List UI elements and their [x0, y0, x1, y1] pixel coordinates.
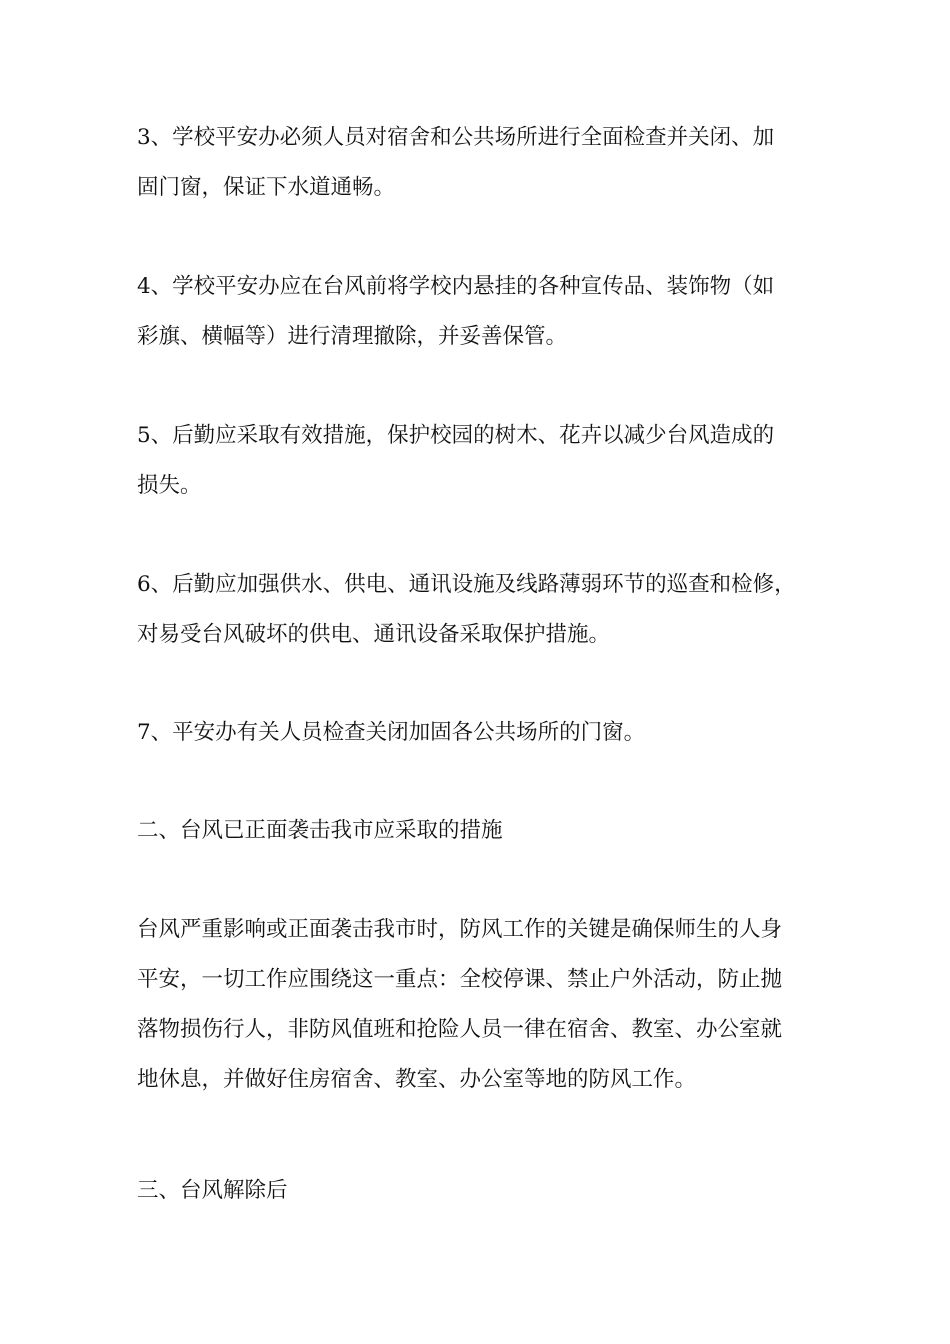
text-line: 地休息，并做好住房宿舍、教室、办公室等地的防风工作。 — [137, 1067, 697, 1092]
heading-line: 二、台风已正面袭击我市应采取的措施 — [137, 818, 503, 843]
text-line: 3、学校平安办必须人员对宿舍和公共场所进行全面检查并关闭、加 — [137, 125, 775, 150]
section-heading-3 — [137, 1166, 817, 1216]
paragraph-item-3 — [137, 113, 817, 213]
text-line: 6、后勤应加强供水、供电、通讯设施及线路薄弱环节的巡查和检修， — [137, 572, 796, 597]
paragraph-item-5 — [137, 411, 817, 511]
section-body-2 — [137, 905, 817, 1105]
paragraph-item-4 — [137, 262, 817, 362]
text-line: 对易受台风破坏的供电、通讯设备采取保护措施。 — [137, 622, 611, 647]
heading-line: 三、台风解除后 — [137, 1178, 288, 1203]
text-line: 损失。 — [137, 473, 202, 498]
text-line: 平安，一切工作应围绕这一重点：全校停课、禁止户外活动，防止抛 — [137, 967, 783, 992]
text-line: 7、平安办有关人员检查关闭加固各公共场所的门窗。 — [137, 720, 646, 745]
text-line: 台风严重影响或正面袭击我市时，防风工作的关键是确保师生的人身 — [137, 917, 783, 942]
section-heading-2 — [137, 806, 817, 856]
text-line: 5、后勤应采取有效措施，保护校园的树木、花卉以减少台风造成的 — [137, 423, 775, 448]
text-line: 固门窗，保证下水道通畅。 — [137, 175, 396, 200]
text-line: 彩旗、横幅等）进行清理撤除，并妥善保管。 — [137, 324, 568, 349]
text-line: 4、学校平安办应在台风前将学校内悬挂的各种宣传品、装饰物（如 — [137, 274, 775, 299]
paragraph-item-6 — [137, 560, 817, 660]
paragraph-item-7 — [137, 708, 817, 758]
text-line: 落物损伤行人，非防风值班和抢险人员一律在宿舍、教室、办公室就 — [137, 1017, 783, 1042]
